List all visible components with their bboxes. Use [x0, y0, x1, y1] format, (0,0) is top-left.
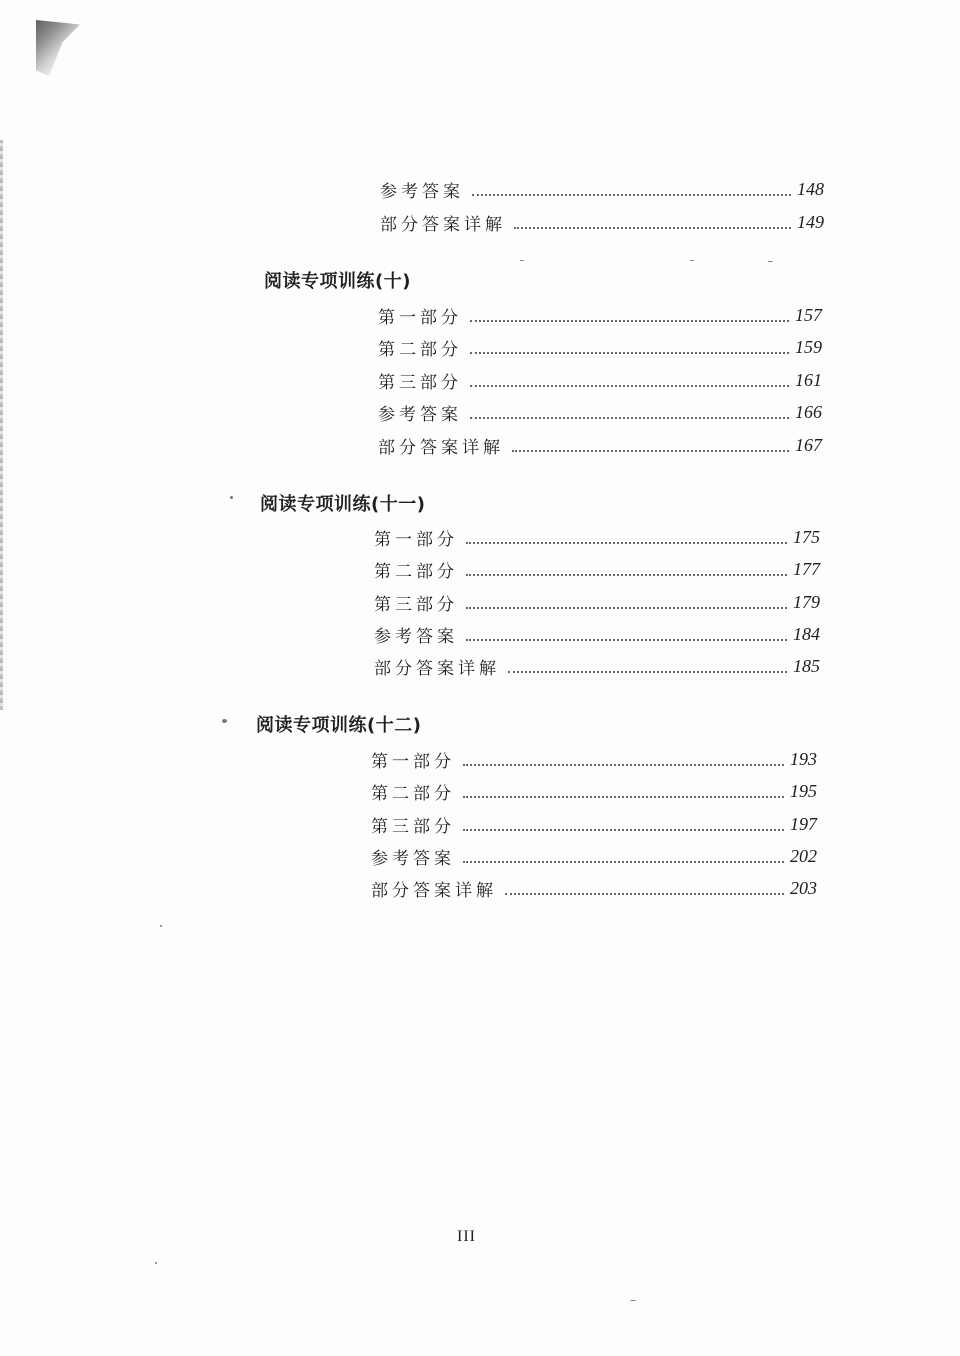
dot-leader — [470, 319, 789, 322]
toc-entry[interactable] — [380, 174, 824, 204]
dot-leader — [470, 351, 789, 354]
page-number: III — [457, 1228, 476, 1245]
dot-leader — [466, 573, 787, 576]
toc-entry-page: 195 — [790, 780, 817, 801]
dot-leader — [514, 226, 791, 229]
scan-speck — [630, 1300, 636, 1301]
scan-speck — [155, 1262, 157, 1264]
dot-leader — [466, 606, 787, 609]
toc-entry-page: 167 — [795, 434, 822, 455]
toc-entry-label: 参考答案 — [380, 181, 464, 202]
toc-entry-page: 177 — [793, 558, 820, 579]
toc-entry[interactable] — [374, 554, 820, 584]
toc-entry-page: 184 — [793, 623, 820, 644]
dot-leader — [466, 541, 787, 544]
dot-leader — [505, 892, 784, 895]
dot-leader — [512, 449, 789, 452]
section-title[interactable]: 阅读专项训练(十一) — [260, 494, 426, 515]
toc-entry[interactable] — [374, 651, 820, 681]
toc-entry-label: 第三部分 — [378, 372, 462, 393]
dot-leader — [472, 193, 791, 196]
dot-leader — [463, 860, 784, 863]
scan-speck — [690, 260, 694, 261]
scan-speck — [222, 719, 227, 723]
toc-entry-label: 部分答案详解 — [374, 658, 500, 679]
toc-entry[interactable] — [380, 207, 824, 237]
toc-entry-label: 部分答案详解 — [378, 437, 504, 458]
toc-entry-label: 部分答案详解 — [371, 880, 497, 901]
toc-entry-page: 159 — [795, 336, 822, 357]
toc-entry[interactable] — [378, 365, 822, 395]
toc-entry[interactable] — [371, 744, 817, 774]
toc-entry[interactable] — [378, 397, 822, 427]
toc-entry-page: 148 — [797, 178, 824, 199]
dot-leader — [470, 416, 789, 419]
dot-leader — [463, 828, 784, 831]
toc-entry[interactable] — [374, 587, 820, 617]
toc-entry-label: 部分答案详解 — [380, 214, 506, 235]
toc-entry-page: 179 — [793, 591, 820, 612]
toc-entry-label: 第一部分 — [378, 307, 462, 328]
toc-entry[interactable] — [374, 619, 820, 649]
toc-entry-label: 参考答案 — [374, 626, 458, 647]
toc-entry-label: 第三部分 — [374, 594, 458, 615]
toc-entry[interactable] — [371, 809, 817, 839]
toc-entry-label: 参考答案 — [371, 848, 455, 869]
scan-speck — [768, 261, 773, 262]
toc-entry[interactable] — [371, 841, 817, 871]
section-title[interactable]: 阅读专项训练(十) — [264, 271, 411, 292]
toc-entry[interactable] — [371, 873, 817, 903]
dot-leader — [466, 638, 787, 641]
toc-entry[interactable] — [378, 430, 822, 460]
toc-entry[interactable] — [371, 776, 817, 806]
toc-entry-label: 第二部分 — [378, 339, 462, 360]
toc-entry-page: 175 — [793, 526, 820, 547]
scan-speck — [160, 925, 162, 927]
toc-entry-label: 第二部分 — [374, 561, 458, 582]
toc-entry-page: 202 — [790, 845, 817, 866]
toc-entry[interactable] — [378, 300, 822, 330]
toc-entry-page: 149 — [797, 211, 824, 232]
scan-speck — [230, 496, 233, 499]
toc-entry[interactable] — [378, 332, 822, 362]
toc-entry-label: 第三部分 — [371, 816, 455, 837]
toc-entry-page: 203 — [790, 877, 817, 898]
dot-leader — [470, 384, 789, 387]
scan-edge-shadow — [0, 140, 3, 710]
scan-corner-shadow — [36, 20, 80, 76]
toc-entry-label: 第一部分 — [374, 529, 458, 550]
toc-entry-page: 166 — [795, 401, 822, 422]
dot-leader — [463, 763, 784, 766]
dot-leader — [463, 795, 784, 798]
toc-entry-page: 185 — [793, 655, 820, 676]
toc-entry-label: 第二部分 — [371, 783, 455, 804]
toc-entry-page: 197 — [790, 813, 817, 834]
dot-leader — [508, 670, 787, 673]
scan-speck — [520, 260, 524, 261]
toc-entry[interactable] — [374, 522, 820, 552]
toc-entry-page: 193 — [790, 748, 817, 769]
toc-entry-page: 157 — [795, 304, 822, 325]
toc-entry-label: 第一部分 — [371, 751, 455, 772]
toc-entry-page: 161 — [795, 369, 822, 390]
toc-entry-label: 参考答案 — [378, 404, 462, 425]
section-title[interactable]: 阅读专项训练(十二) — [256, 715, 422, 736]
